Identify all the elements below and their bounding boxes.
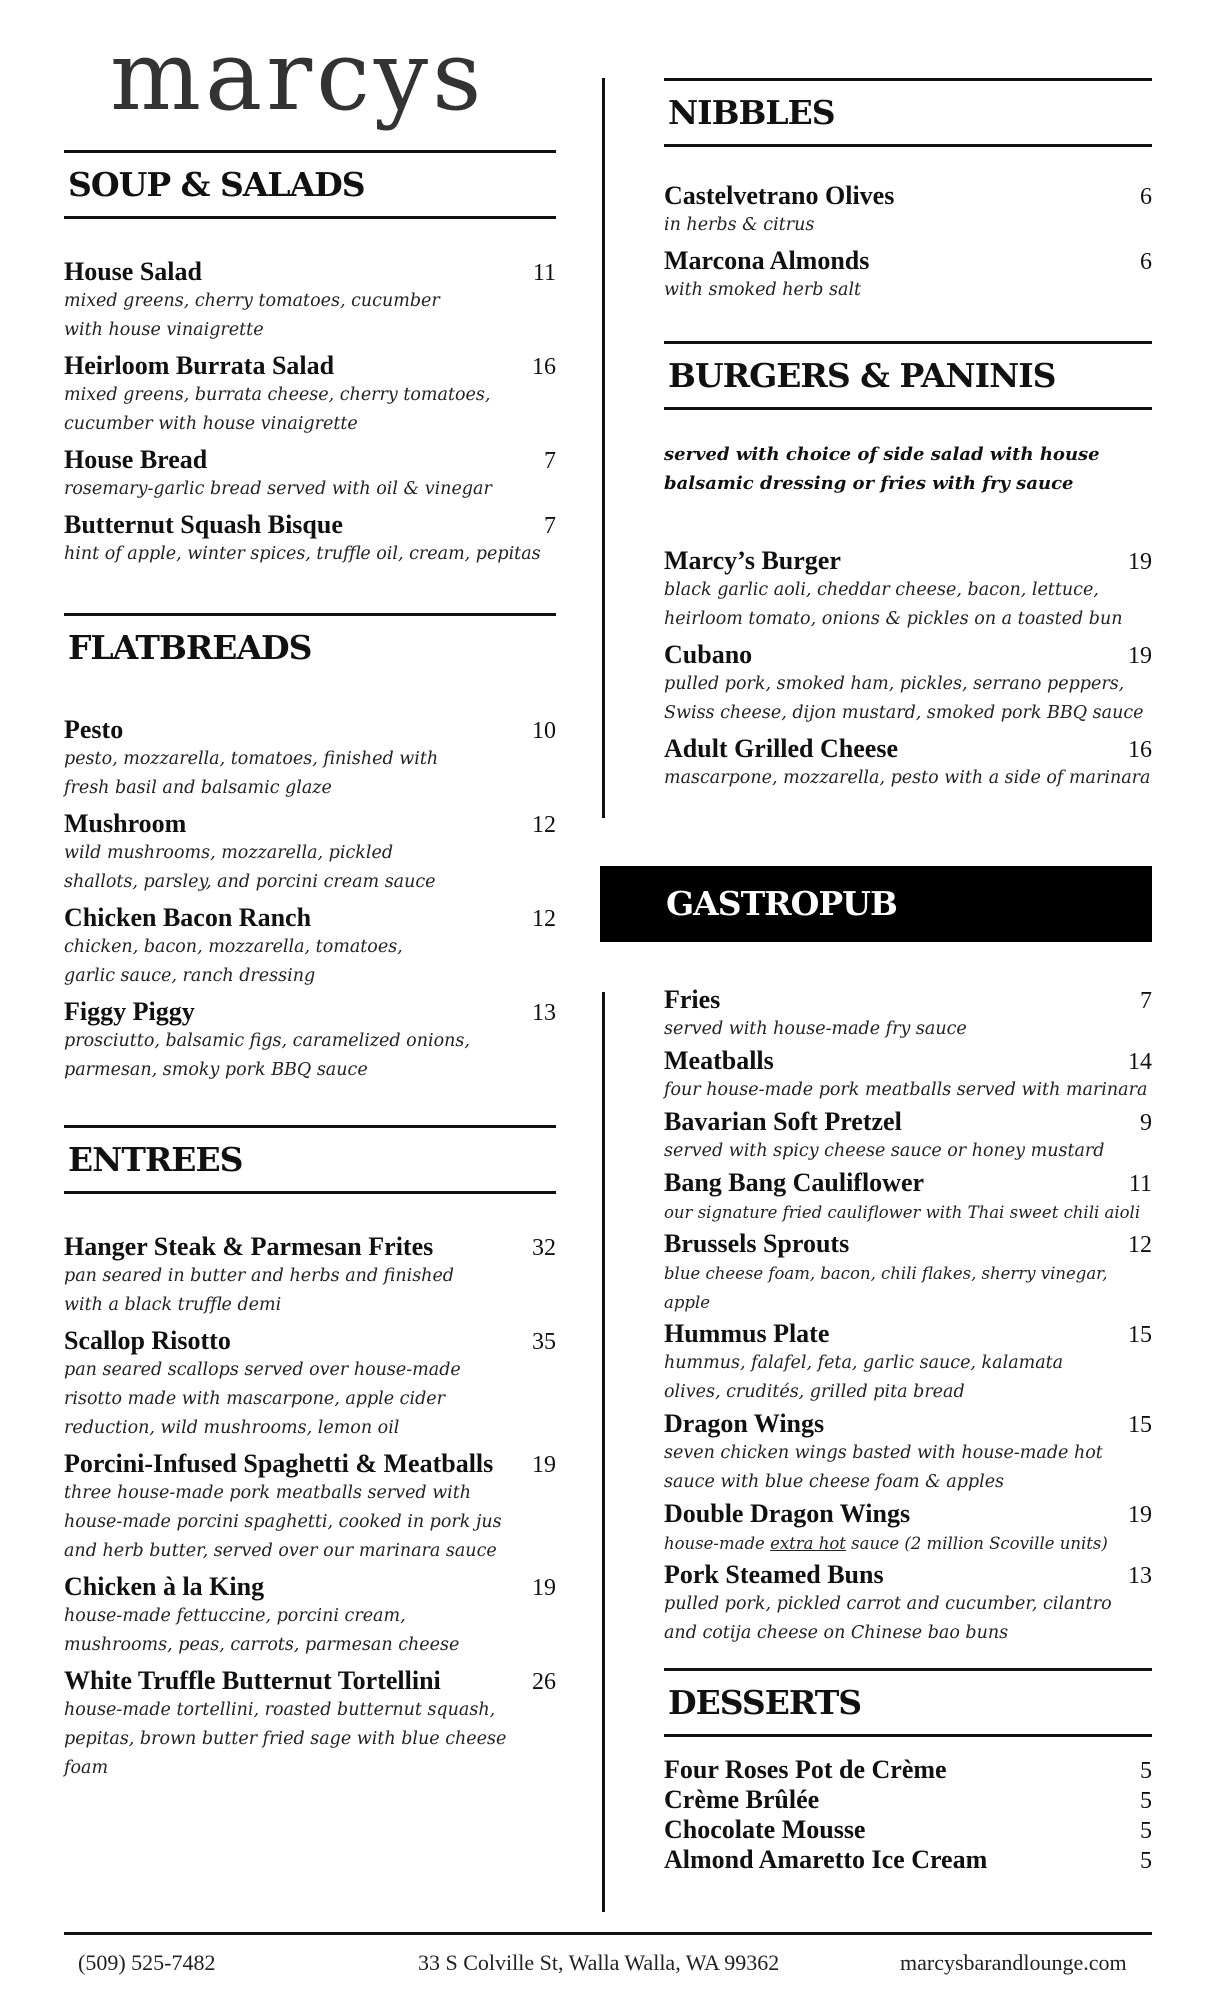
item-description: mascarpone, mozzarella, pesto with a side of marinara: [664, 768, 1151, 788]
menu-item: [664, 985, 1152, 1044]
item-price: 15: [1128, 1412, 1152, 1438]
item-price: 9: [1140, 1110, 1152, 1136]
item-price: 26: [532, 1669, 556, 1695]
item-name: Chicken à la King: [64, 1572, 265, 1601]
footer-address: 33 S Colville St, Walla Walla, WA 99362: [418, 1950, 780, 1975]
right-column-bottom: [664, 985, 1152, 1875]
item-description: with smoked herb salt: [664, 280, 862, 300]
menu-item: [664, 1755, 1152, 1785]
marcys-logo: marcys: [110, 20, 486, 132]
item-name: Figgy Piggy: [64, 997, 195, 1026]
menu-item: [664, 1046, 1152, 1105]
item-name: Meatballs: [664, 1046, 774, 1075]
item-price: 6: [1140, 184, 1152, 210]
footer-website: marcysbarandlounge.com: [900, 1950, 1127, 1975]
item-price: 5: [1140, 1848, 1152, 1874]
item-name: Brussels Sprouts: [664, 1229, 850, 1258]
gastropub-header: [600, 866, 1152, 942]
item-price: 12: [532, 906, 556, 932]
menu-item: [64, 257, 556, 345]
item-name: Porcini-Infused Spaghetti & Meatballs: [64, 1449, 494, 1478]
item-name: Hanger Steak & Parmesan Frites: [64, 1232, 434, 1261]
section-title-flatbreads: FLATBREADS: [68, 628, 312, 667]
item-name: Almond Amaretto Ice Cream: [664, 1845, 988, 1874]
item-name: Four Roses Pot de Crème: [664, 1755, 947, 1784]
item-name: Butternut Squash Bisque: [64, 510, 343, 539]
section-title-nibbles: NIBBLES: [668, 93, 835, 132]
item-name: Hummus Plate: [664, 1319, 830, 1348]
menu-item: [664, 1409, 1152, 1497]
menu-item: [664, 246, 1152, 305]
menu-item: [64, 1232, 556, 1320]
item-price: 12: [532, 812, 556, 838]
burgers-note: served with choice of side salad with house balsamic dressing or fries with fry sauce: [664, 444, 1100, 494]
item-price: 15: [1128, 1322, 1152, 1348]
item-name: Pesto: [64, 715, 124, 744]
item-description: four house-made pork meatballs served with marinara: [664, 1080, 1148, 1100]
item-name: Chocolate Mousse: [664, 1815, 866, 1844]
menu-item: [664, 1319, 1152, 1407]
menu-item: [64, 445, 556, 504]
item-description: prosciutto, balsamic figs, caramelized onions, parmesan, smoky pork BBQ sauce: [64, 1031, 470, 1080]
menu-item: [664, 640, 1152, 728]
item-description: rosemary-garlic bread served with oil & vinegar: [64, 479, 492, 499]
item-description: pulled pork, pickled carrot and cucumber, cilantro and cotija cheese on Chinese bao buns: [664, 1594, 1112, 1643]
item-price: 13: [1128, 1563, 1152, 1589]
menu-item: [664, 734, 1152, 793]
item-name: Double Dragon Wings: [664, 1499, 911, 1528]
desc-underlined: extra hot: [770, 1534, 846, 1553]
item-name: House Salad: [64, 257, 202, 286]
section-title-desserts: DESSERTS: [668, 1683, 862, 1722]
menu-item: [664, 1168, 1152, 1227]
section-rule: [664, 1734, 1152, 1737]
item-name: Fries: [664, 985, 721, 1014]
item-name: Scallop Risotto: [64, 1326, 231, 1355]
menu-item: [664, 1785, 1152, 1815]
menu-item: [64, 903, 556, 991]
item-price: 6: [1140, 249, 1152, 275]
item-description: house-made tortellini, roasted butternut squash, pepitas, brown butter fried sage with blue cheese foam: [64, 1700, 507, 1778]
menu-item: [664, 1560, 1152, 1648]
item-description: mixed greens, burrata cheese, cherry tomatoes, cucumber with house vinaigrette: [64, 385, 491, 434]
item-description: chicken, bacon, mozzarella, tomatoes, garlic sauce, ranch dressing: [64, 937, 403, 986]
right-column-top: [664, 78, 1152, 799]
item-name: Castelvetrano Olives: [664, 181, 895, 210]
column-divider-bottom: [602, 992, 605, 1912]
section-rule: [64, 1191, 556, 1194]
item-name: Adult Grilled Cheese: [664, 734, 898, 763]
item-price: 5: [1140, 1758, 1152, 1784]
item-description: seven chicken wings basted with house-made hot sauce with blue cheese foam & apples: [664, 1443, 1103, 1492]
item-description: wild mushrooms, mozzarella, pickled shallots, parsley, and porcini cream sauce: [64, 843, 436, 892]
item-price: 19: [1128, 1502, 1152, 1528]
item-name: Chicken Bacon Ranch: [64, 903, 312, 932]
menu-item: [64, 351, 556, 439]
item-description: pan seared in butter and herbs and finished with a black truffle demi: [64, 1266, 455, 1315]
item-price: 10: [532, 718, 556, 744]
item-price: 19: [1128, 643, 1152, 669]
menu-item: [664, 1815, 1152, 1845]
item-price: 7: [1140, 988, 1152, 1014]
item-price: 35: [532, 1329, 556, 1355]
item-description: served with house-made fry sauce: [664, 1019, 967, 1039]
item-price: 11: [532, 260, 556, 286]
item-price: 16: [1128, 737, 1152, 763]
item-price: 14: [1128, 1049, 1152, 1075]
item-description: house-made fettuccine, porcini cream, mushrooms, peas, carrots, parmesan cheese: [64, 1606, 460, 1655]
column-divider-top: [602, 78, 605, 818]
item-name: Mushroom: [64, 809, 187, 838]
item-price: 11: [1128, 1171, 1152, 1197]
item-name: Pork Steamed Buns: [664, 1560, 884, 1589]
section-title-soup: SOUP & SALADS: [68, 165, 365, 204]
item-name: Heirloom Burrata Salad: [64, 351, 335, 380]
item-description: mixed greens, cherry tomatoes, cucumber with house vinaigrette: [64, 291, 440, 340]
item-price: 5: [1140, 1788, 1152, 1814]
item-description: served with spicy cheese sauce or honey mustard: [664, 1141, 1105, 1161]
item-name: Crème Brûlée: [664, 1785, 820, 1814]
menu-item: [664, 1229, 1152, 1317]
menu-item: [64, 1449, 556, 1566]
item-description: blue cheese foam, bacon, chili flakes, sherry vinegar, apple: [664, 1264, 1108, 1312]
item-price: 19: [1128, 549, 1152, 575]
item-description: black garlic aoli, cheddar cheese, bacon, lettuce, heirloom tomato, onions & pickles on a toasted bun: [664, 580, 1123, 629]
menu-item: [664, 1499, 1152, 1558]
item-name: Marcona Almonds: [664, 246, 870, 275]
item-price: 5: [1140, 1818, 1152, 1844]
menu-item: [64, 1326, 556, 1443]
left-column: [64, 150, 556, 1789]
item-price: 13: [532, 1000, 556, 1026]
item-name: Dragon Wings: [664, 1409, 825, 1438]
menu-item: [664, 1107, 1152, 1166]
item-price: 19: [532, 1452, 556, 1478]
item-description: pulled pork, smoked ham, pickles, serrano peppers, Swiss cheese, dijon mustard, smoked pork BBQ sauce: [664, 674, 1144, 723]
item-name: Bavarian Soft Pretzel: [664, 1107, 902, 1136]
section-title-gastropub: GASTROPUB: [666, 884, 897, 923]
menu-item: [64, 715, 556, 803]
item-description: in herbs & citrus: [664, 215, 815, 235]
menu-item: [64, 510, 556, 569]
desc-part: sauce (2 million Scoville units): [845, 1534, 1108, 1553]
menu-item: [64, 997, 556, 1085]
desc-part: house-made: [664, 1534, 771, 1553]
item-name: Bang Bang Cauliflower: [664, 1168, 925, 1197]
section-rule: [64, 216, 556, 219]
item-description: hummus, falafel, feta, garlic sauce, kalamata olives, crudités, grilled pita bread: [664, 1353, 1064, 1402]
item-price: 7: [544, 513, 556, 539]
section-rule: [664, 407, 1152, 410]
menu-item: [64, 1666, 556, 1783]
footer-phone: (509) 525-7482: [78, 1950, 216, 1975]
section-title-burgers: BURGERS & PANINIS: [668, 356, 1056, 395]
item-price: 16: [532, 354, 556, 380]
item-name: White Truffle Butternut Tortellini: [64, 1666, 441, 1695]
item-description: [664, 1529, 1152, 1558]
menu-item: [664, 1845, 1152, 1875]
footer-rule: [64, 1932, 1152, 1935]
menu-item: [664, 181, 1152, 240]
item-price: 7: [544, 448, 556, 474]
item-price: 12: [1128, 1232, 1152, 1258]
menu-item: [664, 546, 1152, 634]
item-name: Marcy’s Burger: [664, 546, 841, 575]
item-price: 32: [532, 1235, 556, 1261]
menu-item: [64, 809, 556, 897]
item-description: hint of apple, winter spices, truffle oil, cream, pepitas: [64, 544, 541, 564]
item-name: House Bread: [64, 445, 208, 474]
item-price: 19: [532, 1575, 556, 1601]
section-title-entrees: ENTREES: [68, 1140, 243, 1179]
item-description: pan seared scallops served over house-made risotto made with mascarpone, apple cider reduction, wild mushrooms, lemon oil: [64, 1360, 461, 1438]
item-description: three house-made pork meatballs served with house-made porcini spaghetti, cooked in pork jus and herb butter, served over our marinara sauce: [64, 1483, 502, 1561]
section-rule: [664, 144, 1152, 147]
item-description: our signature fried cauliflower with Thai sweet chili aioli: [664, 1203, 1141, 1222]
item-name: Cubano: [664, 640, 753, 669]
menu-item: [64, 1572, 556, 1660]
item-description: pesto, mozzarella, tomatoes, finished with fresh basil and balsamic glaze: [64, 749, 439, 798]
